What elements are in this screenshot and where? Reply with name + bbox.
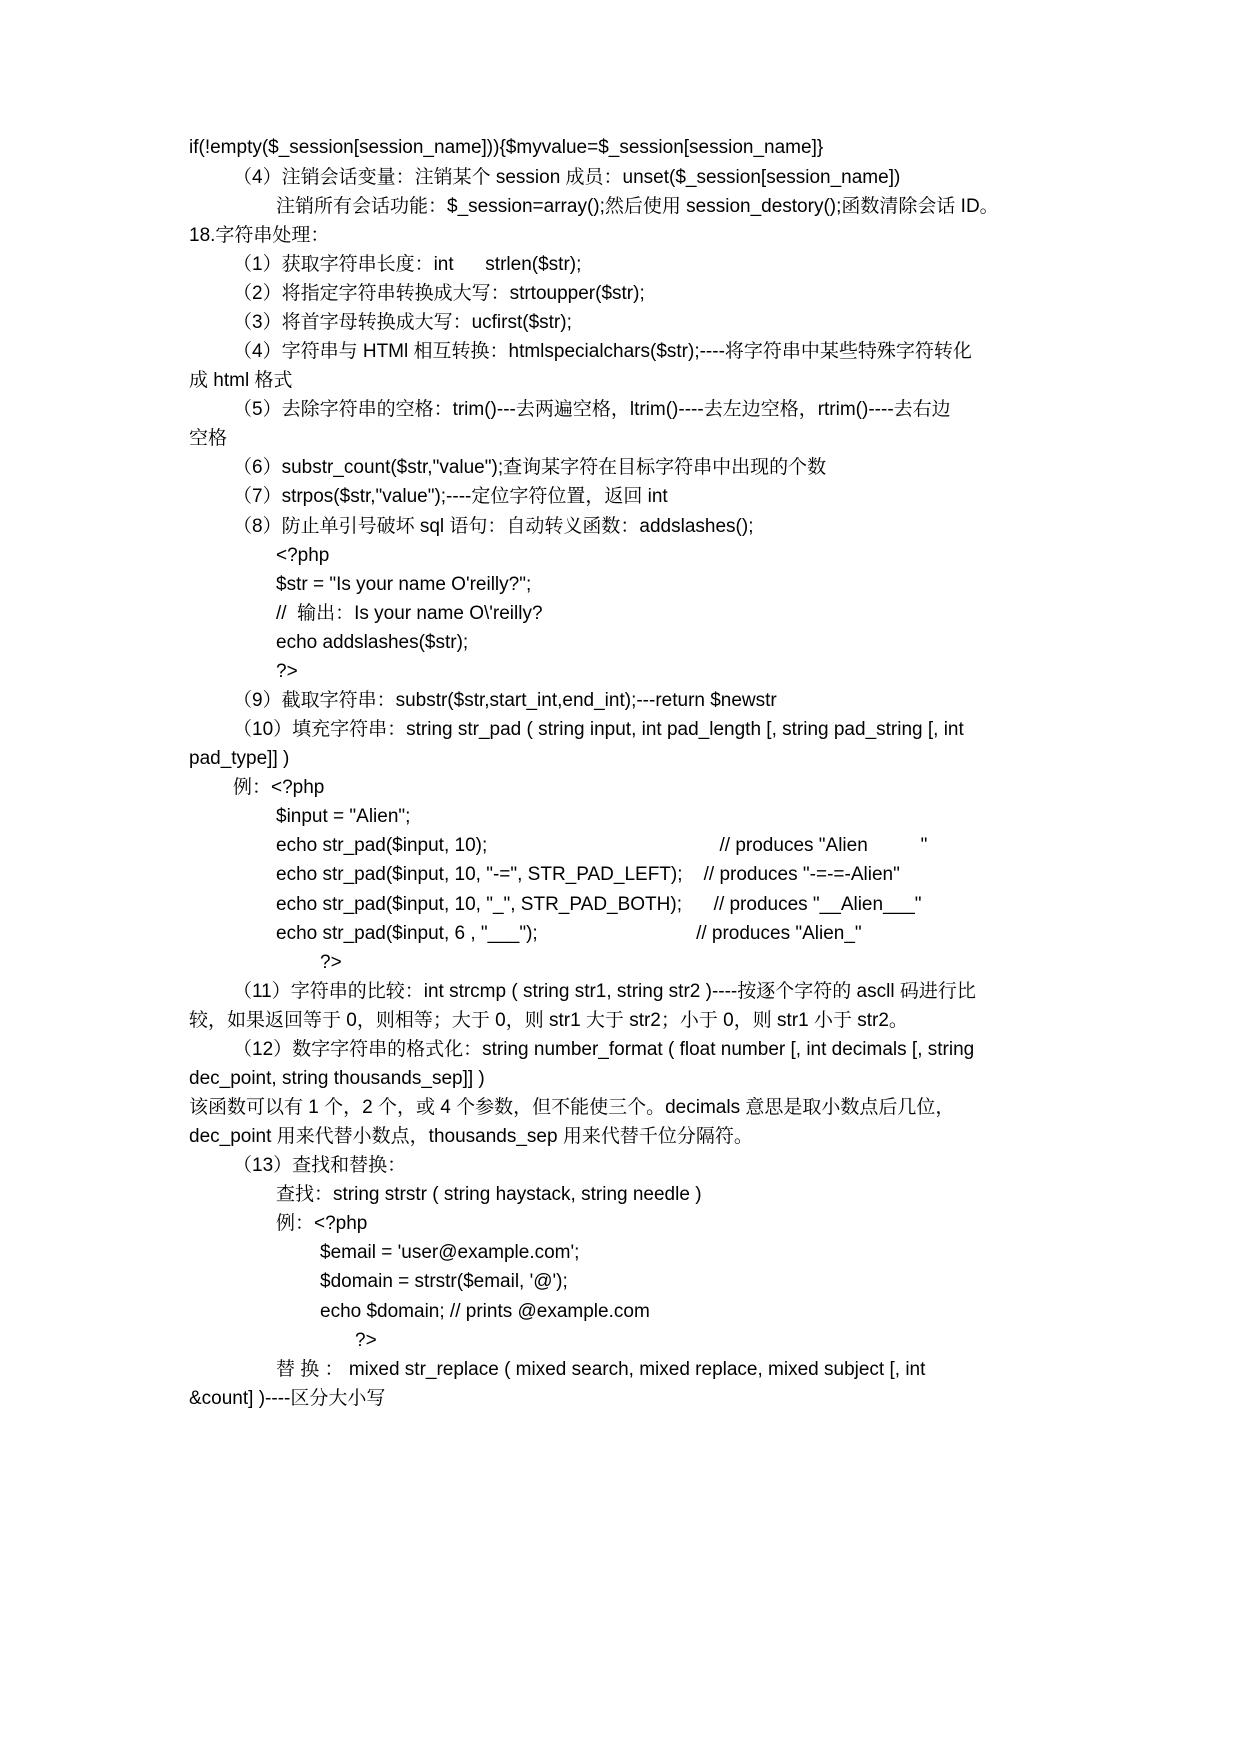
text-line: （10）填充字符串：string str_pad ( string input, int pad_length [, string pad_string [, int — [233, 719, 964, 740]
code-line: $input = "Alien"; — [276, 806, 411, 827]
text-line: 替 换 ： mixed str_replace ( mixed search, mixed replace, mixed subject [, int — [276, 1359, 926, 1380]
code-line: 例：<?php — [276, 1213, 368, 1234]
text-line: dec_point 用来代替小数点，thousands_sep 用来代替千位分隔符。 — [189, 1126, 753, 1147]
code-line: $email = 'user@example.com'; — [320, 1242, 580, 1263]
code-line: ?> — [355, 1330, 377, 1351]
code-line: ?> — [276, 661, 298, 682]
code-line: echo str_pad($input, 6 , "___"); // produces "Alien_" — [276, 923, 862, 944]
text-line: （4）注销会话变量：注销某个 session 成员：unset($_session[session_name]) — [233, 167, 901, 188]
text-line: （7）strpos($str,"value");----定位字符位置，返回 int — [233, 486, 668, 507]
code-line: <?php — [276, 545, 330, 566]
text-line: pad_type]] ) — [189, 748, 290, 769]
section-heading: 18.字符串处理： — [189, 225, 330, 246]
text-line: if(!empty($_session[session_name])){$myvalue=$_session[session_name]} — [189, 137, 824, 158]
text-line: 较，如果返回等于 0，则相等；大于 0，则 str1 大于 str2；小于 0，则 str1 小于 str2。 — [189, 1010, 908, 1031]
text-line: （6）substr_count($str,"value");查询某字符在目标字符串中出现的个数 — [233, 457, 827, 478]
code-line: 例：<?php — [233, 777, 325, 798]
code-line: $domain = strstr($email, '@'); — [320, 1271, 568, 1292]
code-line: // 输出：Is your name O\'reilly? — [276, 603, 543, 624]
text-line: 查找：string strstr ( string haystack, string needle ) — [276, 1184, 702, 1205]
text-line: 注销所有会话功能：$_session=array();然后使用 session_destory();函数清除会话 ID。 — [276, 196, 999, 217]
code-line: $str = "Is your name O'reilly?"; — [276, 574, 532, 595]
text-line: （1）获取字符串长度：int strlen($str); — [233, 254, 582, 275]
text-line: dec_point, string thousands_sep]] ) — [189, 1068, 485, 1089]
text-line: （2）将指定字符串转换成大写：strtoupper($str); — [233, 283, 645, 304]
code-line: echo $domain; // prints @example.com — [320, 1301, 650, 1322]
text-line: （12）数字字符串的格式化：string number_format ( float number [, int decimals [, string — [233, 1039, 975, 1060]
text-line: &count] )----区分大小写 — [189, 1388, 386, 1409]
code-line: ?> — [320, 952, 342, 973]
text-line: （3）将首字母转换成大写：ucfirst($str); — [233, 312, 572, 333]
text-line: （11）字符串的比较：int strcmp ( string str1, string str2 )----按逐个字符的 ascll 码进行比 — [233, 981, 976, 1002]
text-line: 空格 — [189, 428, 228, 449]
code-line: echo str_pad($input, 10, "_", STR_PAD_BOTH); // produces "__Alien___" — [276, 894, 922, 915]
text-line: （5）去除字符串的空格：trim()---去两遍空格，ltrim()----去左边空格，rtrim()----去右边 — [233, 399, 951, 420]
text-line: （4）字符串与 HTMl 相互转换：htmlspecialchars($str);----将字符串中某些特殊字符转化 — [233, 341, 972, 362]
code-line: echo str_pad($input, 10, "-=", STR_PAD_LEFT); // produces "-=-=-Alien" — [276, 864, 900, 885]
code-line: echo str_pad($input, 10); // produces "Alien " — [276, 835, 928, 856]
text-line: （9）截取字符串：substr($str,start_int,end_int);---return $newstr — [233, 690, 777, 711]
code-line: echo addslashes($str); — [276, 632, 469, 653]
text-line: 成 html 格式 — [189, 370, 293, 391]
text-line: （8）防止单引号破坏 sql 语句：自动转义函数：addslashes(); — [233, 516, 754, 537]
text-line: （13）查找和替换： — [233, 1155, 407, 1176]
text-line: 该函数可以有 1 个，2 个，或 4 个参数，但不能使三个。decimals 意思是取小数点后几位， — [189, 1097, 955, 1118]
